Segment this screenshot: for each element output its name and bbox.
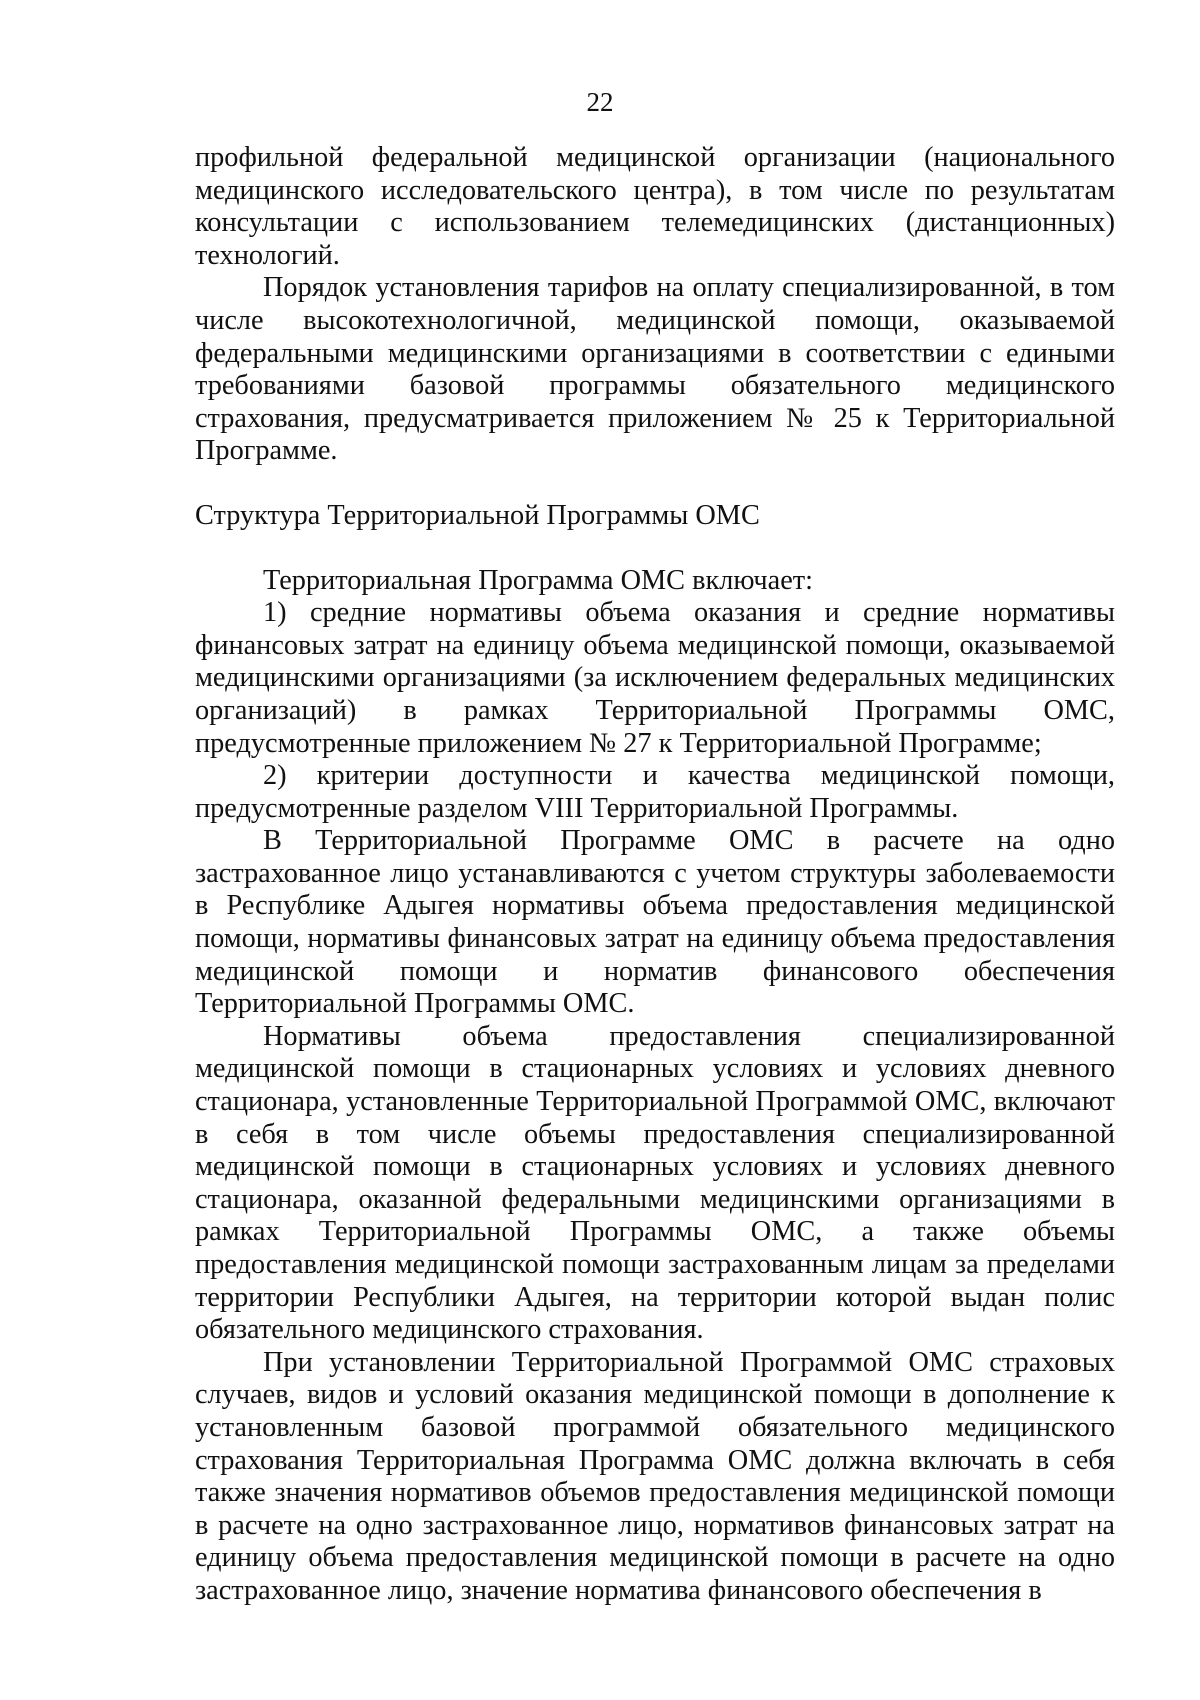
page-number: 22	[586, 87, 614, 117]
paragraph-additional-cases: При установлении Территориальной Программой ОМС страховых случаев, видов и условий оказания медицинской помощи в дополнение к установленным базовой программой обязательного медицинского страхования Территориальная Программа ОМС должна включать в себя также значения нормативов объемов предоставления медицинской помощи в расчете на одно застрахованное лицо, нормативов финансовых затрат на единицу объема предоставления медицинской помощи в расчете на одно застрахованное лицо, значение норматива финансового обеспечения в	[195, 1346, 1115, 1606]
document-body	[195, 142, 1115, 1608]
section-heading: Структура Территориальной Программы ОМС	[195, 499, 760, 531]
list-item-2: 2) критерии доступности и качества медицинской помощи, предусмотренные разделом VIII Территориальной Программы.	[195, 760, 1115, 824]
paragraph-per-insured-norms: В Территориальной Программе ОМС в расчете на одно застрахованное лицо устанавливаются с учетом структуры заболеваемости в Республике Адыгея нормативы объема предоставления медицинской помощи, нормативы финансовых затрат на единицу объема предоставления медицинской помощи и норматив финансового обеспечения Территориальной Программы ОМС.	[195, 825, 1115, 1020]
paragraph-tariff-procedure: Порядок установления тарифов на оплату специализированной, в том числе высокотехнологичной, медицинской помощи, оказываемой федеральными медицинскими организациями в соответствии с едиными требованиями базовой программы обязательного медицинского страхования, предусматривается приложением № 25 к Территориальной Программе.	[195, 272, 1115, 467]
paragraph-program-includes: Территориальная Программа ОМС включает:	[263, 564, 813, 596]
paragraph-continuation: профильной федеральной медицинской организации (национального медицинского исследовательского центра), в том числе по результатам консультации с использованием телемедицинских (дистанционных) технологий.	[195, 142, 1115, 271]
list-item-1: 1) средние нормативы объема оказания и средние нормативы финансовых затрат на единицу объема медицинской помощи, оказываемой медицинскими организациями (за исключением федеральных медицинских организаций) в рамках Территориальной Программы ОМС, предусмотренные приложением № 27 к Территориальной Программе;	[195, 597, 1115, 759]
paragraph-specialized-care-volumes: Нормативы объема предоставления специализированной медицинской помощи в стационарных условиях и условиях дневного стационара, установленные Территориальной Программой ОМС, включают в себя в том числе объемы предоставления специализированной медицинской помощи в стационарных условиях и условиях дневного стационара, оказанной федеральными медицинскими организациями в рамках Территориальной Программы ОМС, а также объемы предоставления медицинской помощи застрахованным лицам за пределами территории Республики Адыгея, на территории которой выдан полис обязательного медицинского страхования.	[195, 1020, 1115, 1346]
